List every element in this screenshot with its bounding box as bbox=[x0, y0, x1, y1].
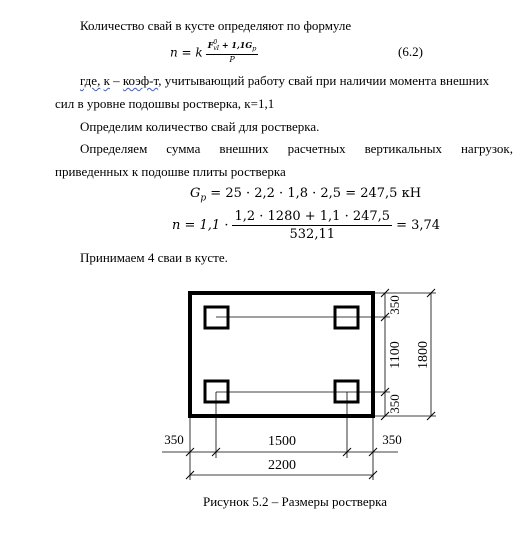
equation-n-denominator: 532,11 bbox=[232, 225, 392, 243]
paragraph-accept-piles: Принимаем 4 сваи в кусте. bbox=[80, 250, 228, 265]
dim-bottom-right: 350 bbox=[382, 432, 402, 447]
paragraph-loads-line2: приведенных к подошве плиты ростверка bbox=[55, 164, 286, 179]
spellcheck-word-k: к bbox=[103, 73, 110, 88]
paragraph-formula-intro: Количество свай в кусте определяют по формуле bbox=[80, 18, 352, 33]
pile-cap-outline bbox=[190, 293, 373, 416]
formula-numerator: F 0 vI + $1,1G_p$ bbox=[207, 39, 257, 53]
dim-bottom-total: 2200 bbox=[268, 458, 296, 473]
equation-gp: $G_p = 25 \cdot 2,2 \cdot 1,8 \cdot 2,5 = 247,5$ кН bbox=[190, 186, 422, 204]
equation-number: (6.2) bbox=[398, 44, 423, 59]
pile-top-left bbox=[205, 307, 228, 328]
paragraph-pile-count: Определим количество свай для ростверка. bbox=[80, 119, 320, 134]
spellcheck-word-koef: коэф-т bbox=[122, 73, 159, 88]
dim-right-total: 1800 bbox=[416, 341, 431, 369]
paragraph-loads-line1: Определяем сумма внешних расчетных вертикальных нагрузок, bbox=[80, 141, 513, 156]
pile-bottom-right bbox=[335, 381, 358, 402]
dim-right-top: 350 bbox=[387, 295, 402, 315]
formula-denominator: P bbox=[206, 54, 259, 65]
dim-right-mid: 1100 bbox=[388, 341, 403, 369]
equation-n-numerator: 1,2 · 1280 + 1,1 · 247,5 bbox=[234, 209, 391, 224]
paragraph-coefficient-line1: где, к – коэф-т, учитывающий работу свай при наличии момента внешних bbox=[80, 73, 490, 88]
figure-caption: Рисунок 5.2 – Размеры ростверка bbox=[203, 494, 387, 509]
pile-bottom-left bbox=[205, 381, 228, 402]
pile-top-right bbox=[335, 307, 358, 328]
dim-bottom-left: 350 bbox=[164, 432, 184, 447]
spellcheck-word-gde: где, bbox=[80, 73, 101, 88]
paragraph-coefficient-line2: сил в уровне подошвы ростверка, к=1,1 bbox=[55, 96, 275, 111]
dim-right-bot: 350 bbox=[387, 394, 402, 414]
equation-n: n = 1,1 · $\frac{1,2 \cdot 1280 + 1,1 \cdot 247,5}{532,11}$ = 3,74 bbox=[172, 209, 441, 242]
dim-bottom-mid: 1500 bbox=[268, 434, 296, 449]
formula-lhs: n = k bbox=[170, 45, 203, 60]
